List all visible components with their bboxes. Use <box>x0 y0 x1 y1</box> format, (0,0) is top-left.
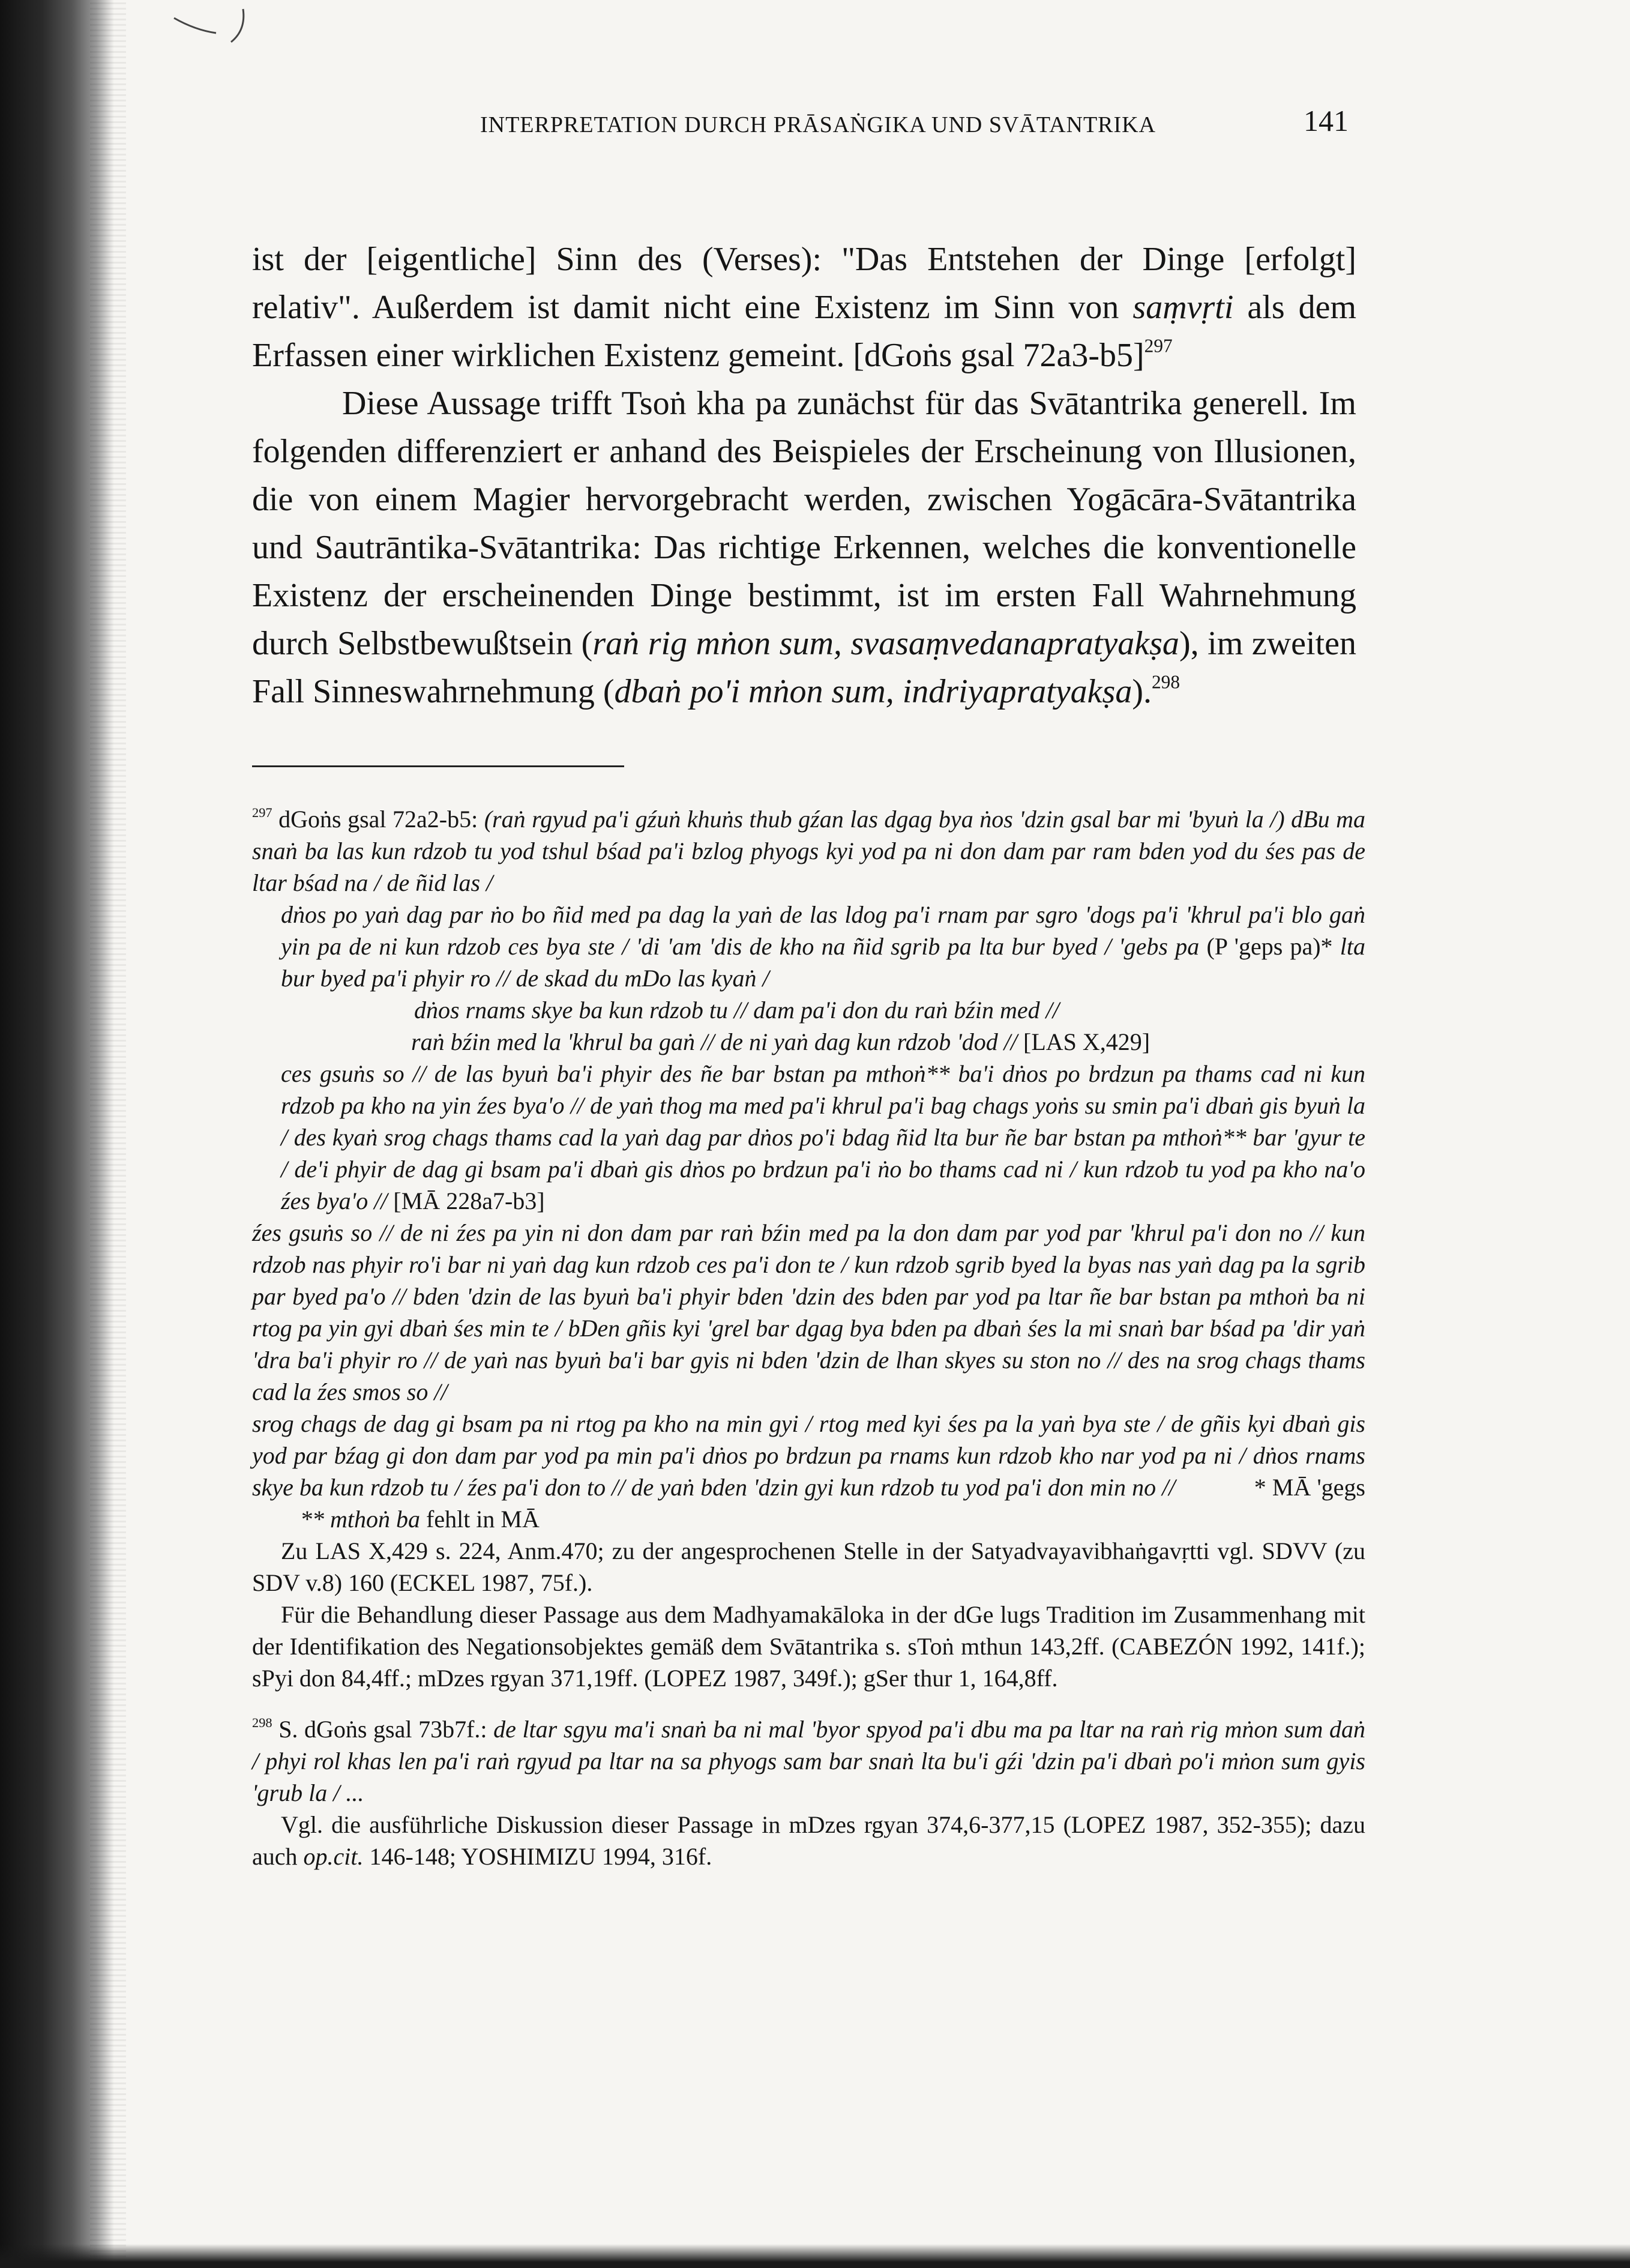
running-head: INTERPRETATION DURCH PRĀSAṄGIKA UND SVĀTANTRIKA <box>480 112 1156 137</box>
footnote-297: $^{297}$ dGoṅs gsal 72a2-b5: (raṅ rgyud pa'i gźuṅ khuṅs thub gźan las dgag bya ṅos 'dzin gsal bar mi 'byuṅ la /) dBu ma snaṅ ba las kun rdzob tu yod tshul bśad pa'i bzlog phyogs kyi yod pa ni don dam par ram bden yod du śes pas de ltar bśad na / de ñid las / <box>252 805 1365 896</box>
main-text <box>252 235 1356 716</box>
pencil-mark <box>171 6 255 48</box>
scan-bottom-edge <box>0 2244 1630 2268</box>
footnote-separator <box>252 765 624 767</box>
footnote-298: $^{298}$ S. dGoṅs gsal 73b7f.: de ltar sgyu ma'i snaṅ ba ni mal 'byor spyod pa'i dbu ma pa ltar na raṅ rig mṅon sum daṅ / phyi rol khas len pa'i raṅ rgyud pa ltar na sa phyogs sam bar snaṅ lta bu'i gźi 'dzin pa'i dbaṅ po'i mṅon sum gyis 'grub la / ... <box>252 1715 1366 1806</box>
footnote-ref-298[interactable]: 298 <box>1151 671 1180 693</box>
footnote-297-quote-3: ces gsuṅs so // de las byuṅ ba'i phyir des ñe bar bstan pa mthoṅ** ba'i dṅos po brdzun pa thams cad ni kun rdzob pa kho na yin źes bya'o // de yaṅ thog ma med pa'i khrul pa'i bag chags yoṅs su smin pa'i dbaṅ gis byuṅ la / des kyaṅ srog chags thams cad la yaṅ dag par dṅos po'i bdag ñid lta bur ñe bar bstan pa mthoṅ** bar 'gyur te / de'i phyir de dag gi bsam pa'i dbaṅ gis dṅos po brdzun pa'i ṅo bo thams cad ni / kun rdzob tu yod pa kho na'o źes bya'o // [MĀ 228a7-b3] <box>281 1060 1365 1214</box>
spine-texture <box>90 0 126 2268</box>
footnote-297-verse-2: raṅ bźin med la 'khrul ba gaṅ // de ni yaṅ dag kun rdzob 'dod // [LAS X,429] <box>411 1028 1150 1055</box>
page-number: 141 <box>1304 104 1349 137</box>
footnote-297-comment-2: srog chags de dag gi bsam pa ni rtog pa kho na min gyi / rtog med kyi śes pa la yaṅ bya ste / de gñis kyi dbaṅ gis yod par bźag gi don dam par yod pa min pa'i dṅos po brdzun pa rnams kun rdzob kho nar yod pa ni / dṅos rnams skye ba kun rdzob tu / źes pa'i don to // de yaṅ bden 'dzin gyi kun rdzob tu yod pa'i don min no // * MĀ 'gegs ** mthoṅ ba fehlt in MĀ <box>252 1410 1365 1533</box>
footnote-ref-297[interactable]: 297 <box>1144 335 1173 357</box>
footnote-297-comment-1: źes gsuṅs so // de ni źes pa yin ni don dam par raṅ bźin med pa la don dam par yod par 'khrul pa'i don no // kun rdzob nas phyir ro'i bar ni yaṅ dag kun rdzob ces pa'i don te / kun rdzob sgrib byed la byas nas yaṅ dag pa la sgrib par byed pa'o // bden 'dzin de las byuṅ ba'i phyir bden 'dzin des bden par yod pa ltar ñe bar bstan pa mthoṅ ba ni rtog pa yin gyi dbaṅ śes min te / bDen gñis kyi 'grel bar dgag bya bden pa dbaṅ śes la mi snaṅ bar bśad pa 'dir yaṅ 'dra ba'i phyir ro // de yaṅ nas byuṅ ba'i bar gyis ni bden 'dzin de lhan skyes su ston no // des na srog chags thams cad la źes smos so // <box>252 1219 1365 1405</box>
footnote-298-citation: Vgl. die ausführliche Diskussion dieser Passage in mDzes rgyan 374,6-377,15 (LOPEZ 1987, 352-355); dazu auch op.cit. 146-148; YOSHIMIZU 1994, 316f. <box>252 1811 1365 1870</box>
footnote-297-citation-1: Zu LAS X,429 s. 224, Anm.470; zu der angesprochenen Stelle in der Satyadvayavibhaṅgavṛtti vgl. SDVV (zu SDV v.8) 160 (ECKEL 1987, 75f.). <box>252 1537 1365 1596</box>
paragraph-2: Diese Aussage trifft Tsoṅ kha pa zunächst für das Svātantrika generell. Im folgenden differenziert er anhand des Beispieles der Erscheinung von Illusionen, die von einem Magier hervorgebracht werden, zwischen Yogācāra-Svātantrika und Sautrāntika-Svātantrika: Das richtige Erkennen, welches die konventionelle Existenz der erscheinenden Dinge bestimmt, ist im ersten Fall Wahrnehmung durch Selbstbewußtsein (raṅ rig mṅon sum, svasaṃvedanapratyakṣa), im zweiten Fall Sinneswahrnehmung (dbaṅ po'i mṅon sum, indriyapratyakṣa).$^{298}$ <box>252 385 1357 710</box>
footnote-297-verse-1: dṅos rnams skye ba kun rdzob tu // dam pa'i don du raṅ bźin med // <box>414 997 1059 1024</box>
paragraph-1: ist der [eigentliche] Sinn des (Verses): "Das Entstehen der Dinge [erfolgt] relativ". Außerdem ist damit nicht eine Existenz im Sinn von saṃvṛti als dem Erfassen einer wirklichen Existenz gemeint. [dGoṅs gsal 72a3-b5]$^{297}$ <box>252 241 1357 374</box>
footnote-297-citation-2: Für die Behandlung dieser Passage aus dem Madhyamakāloka in der dGe lugs Tradition im Zusammenhang mit der Identifikation des Negationsobjektes gemäß dem Svātantrika s. sToṅ mthun 143,2ff. (CABEZÓN 1992, 141f.); sPyi don 84,4ff.; mDzes rgyan 371,19ff. (LOPEZ 1987, 349f.); gSer thur 1, 164,8ff. <box>252 1601 1365 1692</box>
footnotes <box>252 803 1365 1872</box>
footnote-297-quote-2: dṅos po yaṅ dag par ṅo bo ñid med pa dag la yaṅ de las ldog pa'i rnam par sgro 'dogs pa'i 'khrul pa'i blo gaṅ yin pa de ni kun rdzob ces bya ste / 'di 'am 'dis de kho na ñid sgrib pa lta bur byed / 'gebs pa (P 'geps pa)* lta bur byed pa'i phyir ro // de skad du mDo las kyaṅ / <box>281 901 1366 992</box>
